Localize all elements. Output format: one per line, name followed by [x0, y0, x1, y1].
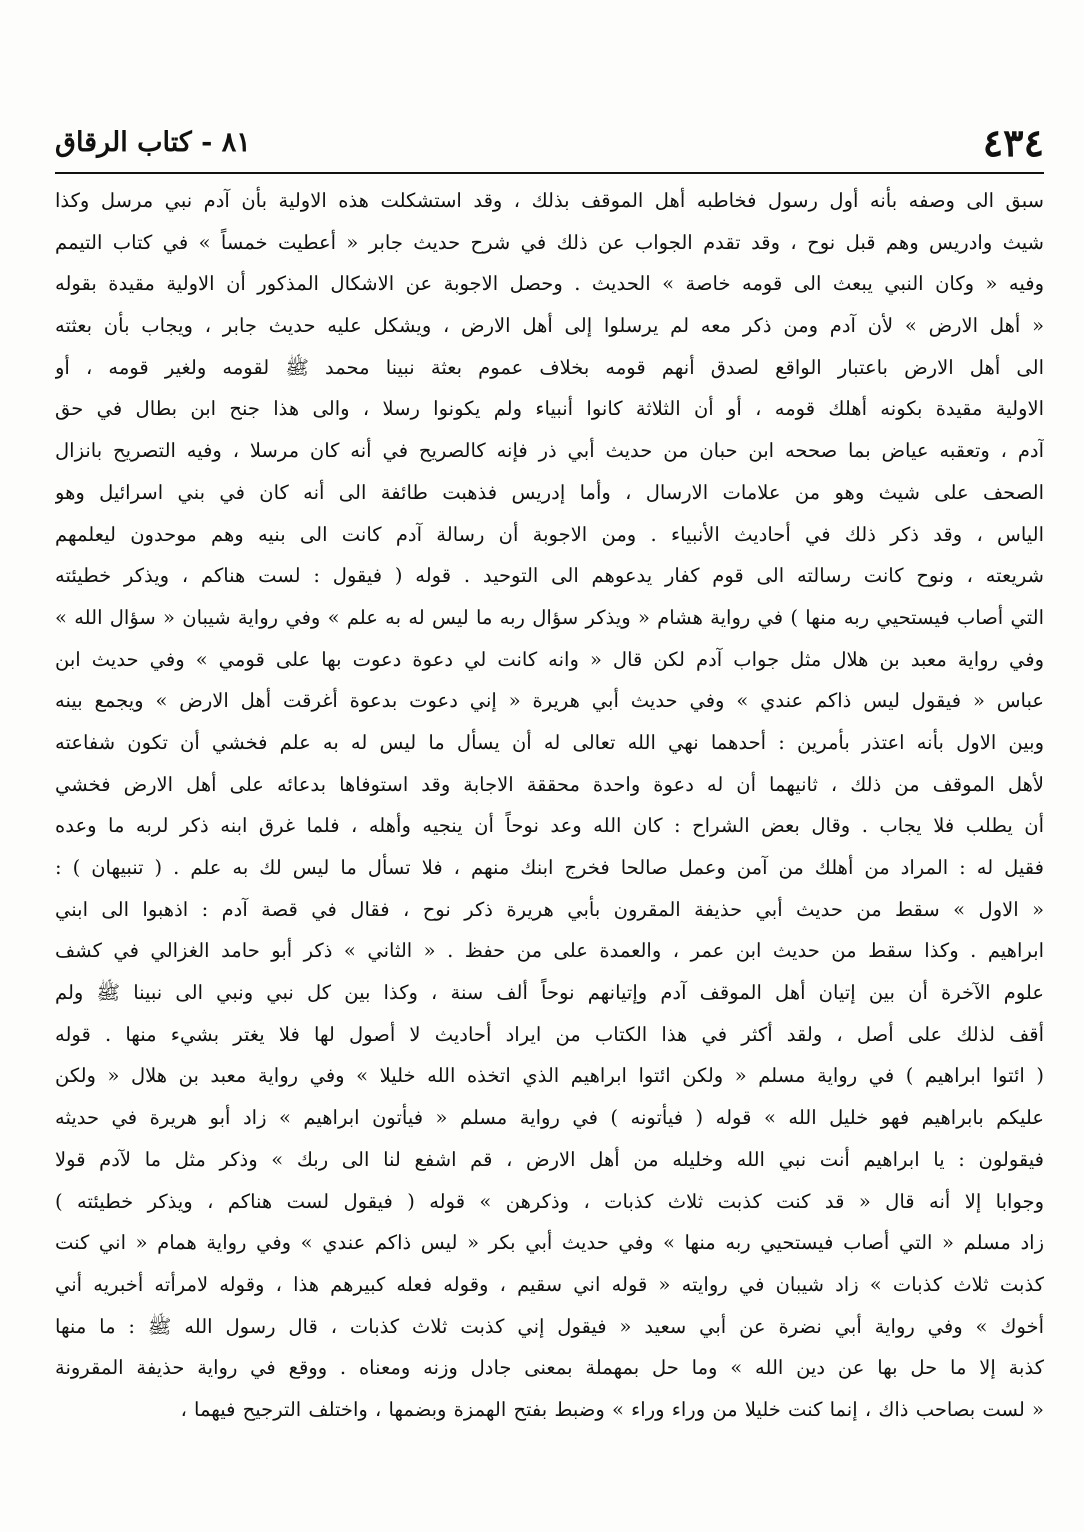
- text-line: « الاول » سقط من حديث أبي حذيفة المقرون بأبي هريرة ذكر نوح ، فقال في قصة آدم : اذهبوا الى ابني: [55, 897, 1044, 921]
- text-line: عباس « فيقول ليس ذاكم عندي » وفي حديث أبي هريرة « إني دعوت بدعوة أغرقت أهل الارض » ويجمع بينه: [55, 689, 1044, 713]
- body-text: [55, 180, 1044, 1431]
- text-line: وبين الاول بأنه اعتذر بأمرين : أحدهما نهي الله تعالى له أن يسأل ما ليس له به علم فخشي أن تكون شفاعته: [55, 730, 1044, 754]
- text-line: وجوابا إلا أنه قال « قد كنت كذبت ثلاث كذبات ، وذكرهن » قوله ( فيقول لست هناكم ، ويذكر خطيئته ): [55, 1189, 1044, 1213]
- text-line: وفي رواية معبد بن هلال مثل جواب آدم لكن قال « وانه كانت لي دعوة دعوت بها على قومي » وفي حديث ابن: [55, 647, 1044, 671]
- text-line: زاد مسلم « التي أصاب فيستحيي ربه منها » وفي حديث أبي بكر « ليس ذاكم عندي » وفي رواية همام « اني كنت: [55, 1231, 1044, 1255]
- text-line: علوم الآخرة أن بين إتيان أهل الموقف آدم وإتيانهم نوحاً ألف سنة ، وكذا بين كل نبي ونبي الى نبينا ﷺ ولم: [55, 981, 1044, 1005]
- text-line: أقف لذلك على أصل ، ولقد أكثر في هذا الكتاب من ايراد أحاديث لا أصول لها فلا يغتر بشيء منها . قوله: [55, 1022, 1044, 1046]
- text-line: ( ائتوا ابراهيم ) في رواية مسلم « ولكن ائتوا ابراهيم الذي اتخذه الله خليلا » وفي رواية معبد بن هلال « ولكن: [55, 1064, 1044, 1088]
- text-line: أخوك » وفي رواية أبي نضرة عن أبي سعيد « فيقول إني كذبت ثلاث كذبات ، قال رسول الله ﷺ : ما منها: [55, 1314, 1044, 1338]
- text-line: الياس ، وقد ذكر ذلك في أحاديث الأنبياء . ومن الاجوبة أن رسالة آدم كانت الى بنيه وهم موحدون ليعلمهم: [55, 522, 1044, 546]
- header-divider: [55, 172, 1044, 174]
- text-line: شيث وادريس وهم قبل نوح ، وقد تقدم الجواب عن ذلك في شرح حديث جابر « أعطيت خمساً » في كتاب التيمم: [55, 230, 1044, 254]
- text-line: أن يطلب فلا يجاب . وقال بعض الشراح : كان الله وعد نوحاً أن ينجيه وأهله ، فلما غرق ابنه ذكر لربه ما وعده: [55, 814, 1044, 838]
- page-header: [55, 115, 1044, 171]
- text-line: كذبت ثلاث كذبات » زاد شيبان في روايته « قوله اني سقيم ، وقوله فعله كبيرهم هذا ، وقوله لامرأته أخبريه أني: [55, 1272, 1044, 1296]
- text-line: ابراهيم . وكذا سقط من حديث ابن عمر ، والعمدة على من حفظ . « الثاني » ذكر أبو حامد الغزالي في كشف: [55, 939, 1044, 963]
- text-line: « لست بصاحب ذاك ، إنما كنت خليلا من وراء وراء » وضبط بفتح الهمزة وبضمها ، واختلف الترجيح فيهما ،: [180, 1397, 1044, 1421]
- text-line: عليكم بابراهيم فهو خليل الله » قوله ( فيأتونه ) في رواية مسلم « فيأتون ابراهيم » زاد أبو هريرة في حديثه: [55, 1106, 1044, 1130]
- chapter-title: ٨١ - كتاب الرقاق: [55, 127, 251, 158]
- text-line: فيقولون : يا ابراهيم أنت نبي الله وخليله من أهل الارض ، قم اشفع لنا الى ربك » وذكر مثل ما لآدم قولا: [55, 1147, 1044, 1171]
- page-number: ٤٣٤: [982, 120, 1044, 165]
- text-line: الصحف على شيث وهو من علامات الارسال ، وأما إدريس فذهبت طائفة الى أنه كان في بني اسرائيل وهو: [55, 480, 1044, 504]
- text-line: « أهل الارض » لأن آدم ومن ذكر معه لم يرسلوا إلى أهل الارض ، ويشكل عليه حديث جابر ، ويجاب بأن بعثته: [55, 314, 1044, 338]
- text-line: كذبة إلا ما حل بها عن دين الله » وما حل بمهملة بمعنى جادل وزنه ومعناه . ووقع في رواية حذيفة المقرونة: [55, 1356, 1044, 1380]
- text-line: شريعته ، ونوح كانت رسالته الى قوم كفار يدعوهم الى التوحيد . قوله ( فيقول : لست هناكم ، ويذكر خطيئته: [55, 564, 1044, 588]
- text-line: آدم ، وتعقبه عياض بما صححه ابن حبان من حديث أبي ذر فإنه كالصريح في أنه كان مرسلا ، وفيه التصريح بانزال: [55, 439, 1044, 463]
- text-line: فقيل له : المراد من أهلك من آمن وعمل صالحا فخرج ابنك منهم ، فلا تسأل ما ليس لك به علم . ( تنبيهان ) :: [55, 856, 1044, 879]
- text-line: وفيه « وكان النبي يبعث الى قومه خاصة » الحديث . وحصل الاجوبة عن الاشكال المذكور أن الاولية مقيدة بقوله: [55, 272, 1044, 296]
- text-line: الاولية مقيدة بكونه أهلك قومه ، أو أن الثلاثة كانوا أنبياء ولم يكونوا رسلا ، والى هذا جنح ابن بطال في حق: [55, 397, 1044, 421]
- text-line: سبق الى وصفه بأنه أول رسول فخاطبه أهل الموقف بذلك ، وقد استشكلت هذه الاولية بأن آدم نبي مرسل وكذا: [55, 189, 1044, 212]
- text-line: الى أهل الارض باعتبار الواقع لصدق أنهم قومه بخلاف عموم بعثة نبينا محمد ﷺ لقومه ولغير قومه ، أو: [55, 355, 1044, 379]
- text-line: لأهل الموقف من ذلك ، ثانيهما أن له دعوة واحدة محققة الاجابة وقد استوفاها بدعائه على أهل الارض فخشي: [55, 772, 1044, 796]
- text-line: التي أصاب فيستحيي ربه منها ) في رواية هشام « ويذكر سؤال ربه ما ليس له به علم » وفي رواية شيبان « سؤال الله »: [55, 605, 1044, 629]
